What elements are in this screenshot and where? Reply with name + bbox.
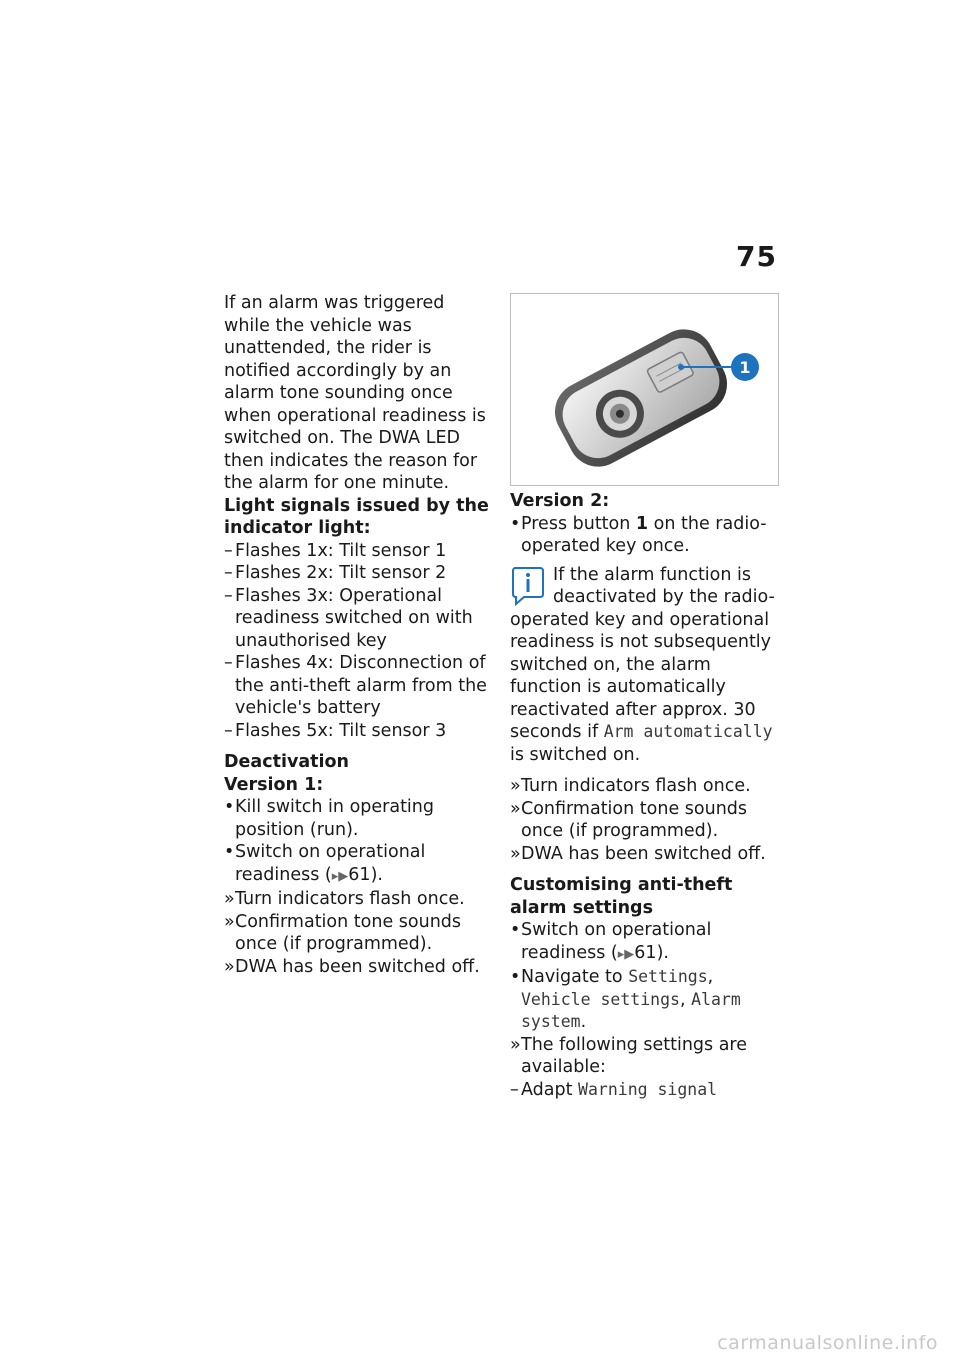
version2-heading: Version 2: (510, 491, 610, 511)
list-item: – Flashes 4x: Disconnection of the anti-theft alarm from the vehicle's battery (224, 653, 487, 718)
info-icon (510, 566, 546, 606)
list-item: – Flashes 1x: Tilt sensor 1 (224, 540, 447, 561)
result-item: » Turn indicators flash once. (224, 889, 465, 909)
intro-paragraph: If an alarm was triggered while the vehicle was unattended, the rider is notified accordingly by an alarm tone sounding once when operational readiness is switched on. The DWA LED then indicates the reason for the alarm for one minute. (224, 293, 486, 493)
info-first-line: If the alarm function is deactivated by the radio- (553, 564, 775, 607)
list-item: – Flashes 2x: Tilt sensor 2 (224, 563, 447, 583)
result-item: » DWA has been switched off. (510, 843, 766, 864)
list-item: – Adapt Warning signal (510, 1079, 718, 1100)
result-item: » Confirmation tone sounds once (if programmed). (510, 798, 748, 841)
deactivation-heading: Deactivation (224, 752, 350, 772)
callout-label: 1 (739, 358, 751, 377)
custom-heading: Customising anti-theft alarm settings (510, 875, 733, 918)
step-item: • Kill switch in operating position (run). (224, 797, 434, 840)
page-number: 75 (736, 240, 777, 273)
version1-heading: Version 1: (224, 774, 324, 795)
step-item: • Switch on operational readiness (▸▶61). (510, 920, 712, 963)
step-item: • Navigate to Settings, Vehicle settings, Alarm system. (510, 967, 741, 1032)
result-item: » DWA has been switched off. (224, 956, 480, 977)
result-item: » Turn indicators flash once. (510, 776, 751, 796)
info-text: operated key and operational readiness is not subsequently switched on, the alarm function is automatically reactivated after approx. 30 seconds if Arm automatically is switched on. (510, 609, 773, 765)
page-ref-arrow-icon: ▸▶ (331, 868, 349, 884)
signals-heading: Light signals issued by the indicator light: (224, 495, 489, 538)
radio-key-illustration (511, 294, 778, 485)
step-item: • Switch on operational readiness (▸▶61). (224, 842, 426, 885)
info-note (510, 564, 786, 767)
left-column (224, 292, 494, 978)
list-item: – Flashes 3x: Operational readiness switched on with unauthorised key (224, 585, 473, 651)
result-item: » The following settings are available: (510, 1034, 747, 1077)
key-figure (510, 293, 779, 486)
result-item: » Confirmation tone sounds once (if programmed). (224, 911, 462, 954)
menu-option: Arm automatically (603, 722, 773, 741)
step-item: • Press button 1 on the radio-operated key once. (510, 513, 767, 556)
right-column (510, 490, 786, 1101)
page-ref-arrow-icon: ▸▶ (617, 946, 635, 962)
footer-watermark: carmanualsonline.info (717, 1332, 938, 1354)
list-item: – Flashes 5x: Tilt sensor 3 (224, 720, 447, 741)
